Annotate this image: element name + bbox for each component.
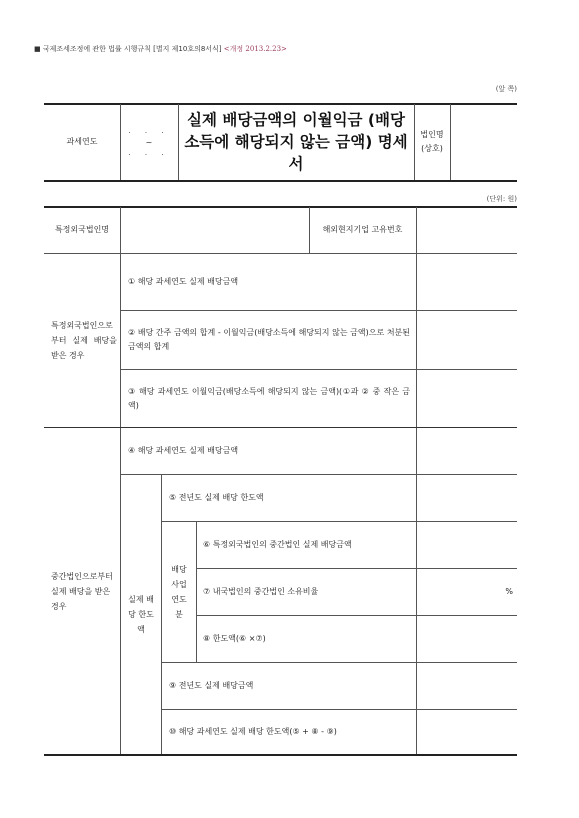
corp-name-field[interactable] [451, 104, 517, 180]
table-bottom-border [44, 754, 517, 756]
item7-label: ⑦ 내국법인의 중간법인 소유비율 [203, 587, 319, 596]
item2-label: ② 배당 간주 금액의 합계 - 이월익금(배당소득에 해당되지 않는 금액)으로 처분된 금액의 합계 [128, 328, 410, 351]
form-reference [34, 44, 287, 54]
overseas-id-label: 해외현지기업 고유번호 [322, 225, 403, 234]
item1-value[interactable] [417, 254, 517, 310]
overseas-id-field[interactable] [417, 207, 517, 253]
item10-value[interactable] [417, 710, 517, 754]
business-year-label: 배당 사업 연도분 [171, 565, 187, 619]
item9-value[interactable] [417, 663, 517, 709]
divider [120, 254, 121, 427]
item7-value[interactable] [417, 569, 513, 615]
divider [196, 522, 197, 662]
tax-year-to: . . . [128, 148, 170, 157]
tax-year-period [120, 118, 178, 166]
tax-year-separator: ~ [145, 137, 153, 147]
item4-value[interactable] [417, 428, 517, 474]
percent-unit: % [505, 587, 513, 596]
form-title-line1: 실제 배당금액의 이월익금 (배당 [187, 111, 405, 129]
item9-label: ⑨ 전년도 실제 배당금액 [169, 681, 254, 690]
item10-label: ⑩ 해당 과세연도 실제 배당 한도액(⑤ + ⑧ - ⑨) [169, 727, 337, 736]
item3-label: ③ 해당 과세연도 이월익금(배당소득에 해당되지 않는 금액)(①과 ② 중 작은 금액) [128, 386, 410, 410]
item8-value[interactable] [417, 616, 517, 662]
item1-label: ① 해당 과세연도 실제 배당금액 [128, 277, 239, 286]
section-b-label: 중간법인으로부터 실제 배당을 받은 경우 [51, 571, 113, 611]
form-title [178, 104, 414, 180]
title-bottom-border [44, 180, 517, 182]
item6-value[interactable] [417, 522, 517, 568]
tax-year-label: 과세연도 [66, 137, 98, 146]
unit-label: (단위: 원) [486, 195, 517, 203]
foreign-corp-name-label: 특정외국법인명 [54, 225, 110, 234]
section-a-label: 특정외국법인으로부터 실제 배당을 받은 경우 [51, 321, 117, 360]
item5-label: ⑤ 전년도 실제 배당 한도액 [169, 493, 264, 502]
item8-label: ⑧ 한도액(⑥ ×⑦) [203, 634, 266, 643]
foreign-corp-name-field[interactable] [121, 207, 309, 253]
law-reference: ■ 국제조세조정에 관한 법률 시행규칙 [별지 제10호의8서식] [34, 45, 222, 53]
corp-name-label [414, 104, 450, 180]
item6-label: ⑥ 특정외국법인의 중간법인 실제 배당금액 [203, 540, 352, 549]
page-side-label: (앞 쪽) [495, 85, 517, 93]
form-title-line2: 소득에 해당되지 않는 금액) 명세서 [184, 133, 408, 173]
revision-note: <개정 2013.2.23> [223, 45, 287, 53]
item5-value[interactable] [417, 475, 517, 521]
item2-value[interactable] [417, 311, 517, 369]
tax-year-from: . . . [128, 126, 170, 135]
corp-name-label-sub: (상호) [421, 144, 443, 153]
actual-dividend-limit-label: 실제 배당 한도액 [128, 595, 154, 634]
corp-name-label-main: 법인명 [420, 130, 444, 139]
item3-value[interactable] [417, 370, 517, 427]
item4-label: ④ 해당 과세연도 실제 배당금액 [128, 446, 239, 455]
